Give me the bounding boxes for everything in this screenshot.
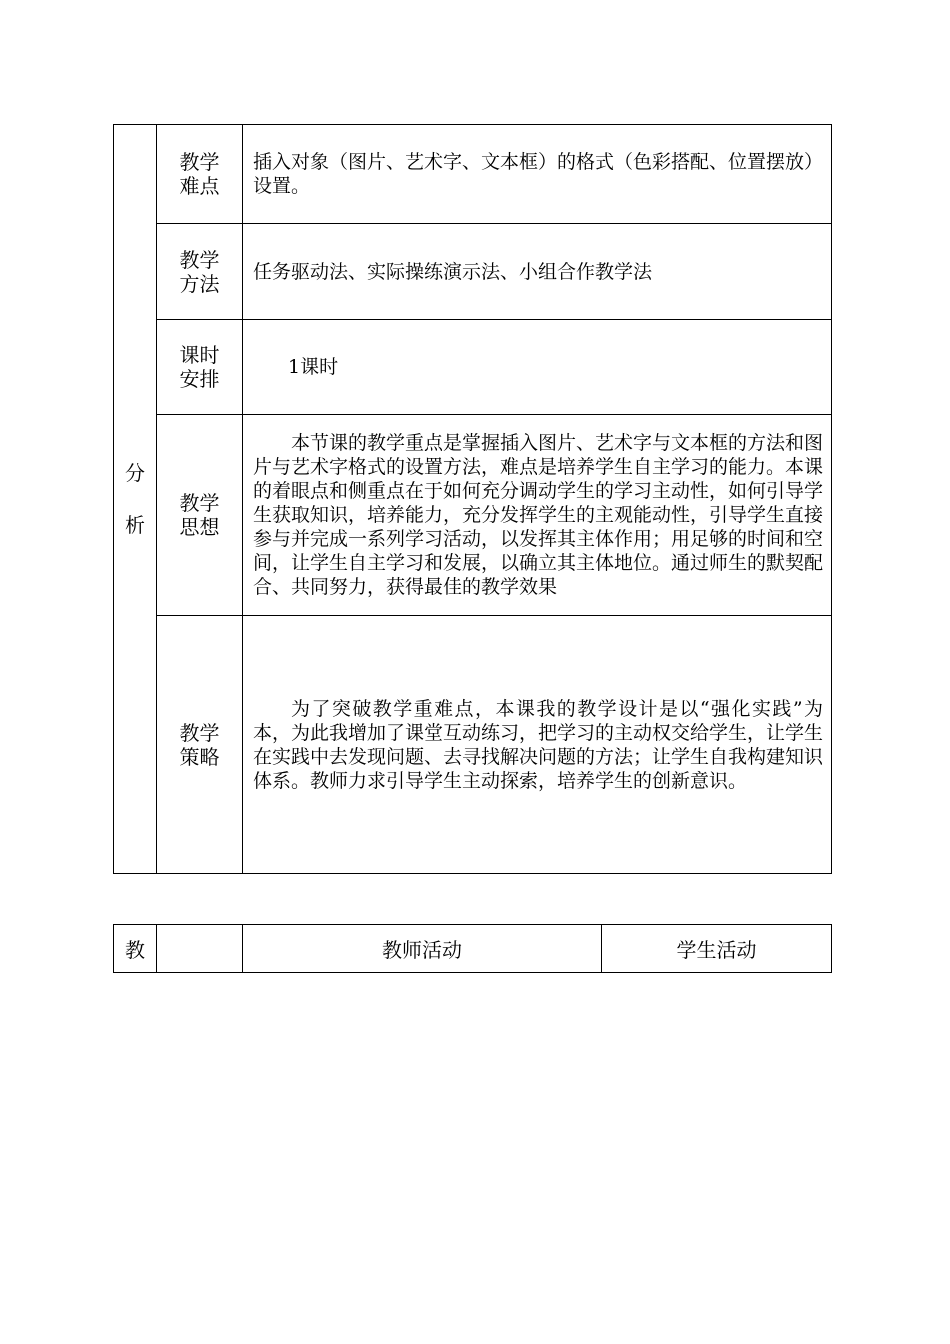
difficulty-content: 插入对象（图片、艺术字、文本框）的格式（色彩搭配、位置摆放）设置。 bbox=[243, 125, 832, 224]
strategy-label: 教学 策略 bbox=[157, 616, 243, 874]
activity-side-label: 教 bbox=[114, 925, 157, 973]
schedule-label: 课时 安排 bbox=[157, 320, 243, 415]
activity-blank-cell bbox=[157, 925, 243, 973]
philosophy-content: 本节课的教学重点是掌握插入图片、艺术字与文本框的方法和图片与艺术字格式的设置方法，难点是培养学生自主学习的能力。本课的着眼点和侧重点在于如何充分调动学生的学习主动性，如何引导学生获取知识，培养能力，充分发挥学生的主观能动性，引导学生直接参与并完成一系列学习活动，以发挥其主体作用；用足够的时间和空间，让学生自主学习和发展，以确立其主体地位。通过师生的默契配合、共同努力，获得最佳的教学效果 bbox=[243, 415, 832, 616]
strategy-content: 为了突破教学重难点，本课我的教学设计是以“强化实践”为本，为此我增加了课堂互动练习，把学习的主动权交给学生，让学生在实践中去发现问题、去寻找解决问题的方法；让学生自我构建知识体系。教师力求引导学生主动探索，培养学生的创新意识。 bbox=[243, 616, 832, 874]
side-char: 析 bbox=[125, 513, 145, 537]
method-content: 任务驱动法、实际操练演示法、小组合作教学法 bbox=[243, 224, 832, 320]
difficulty-label: 教学 难点 bbox=[157, 125, 243, 224]
analysis-side-label bbox=[114, 125, 157, 874]
side-char: 分 bbox=[125, 461, 145, 485]
philosophy-label: 教学 思想 bbox=[157, 415, 243, 616]
student-activity-header: 学生活动 bbox=[602, 925, 832, 973]
method-label: 教学 方法 bbox=[157, 224, 243, 320]
teacher-activity-header: 教师活动 bbox=[243, 925, 602, 973]
lesson-analysis-table bbox=[113, 124, 832, 874]
activity-header-table bbox=[113, 924, 832, 973]
schedule-content: 1课时 bbox=[243, 320, 832, 415]
